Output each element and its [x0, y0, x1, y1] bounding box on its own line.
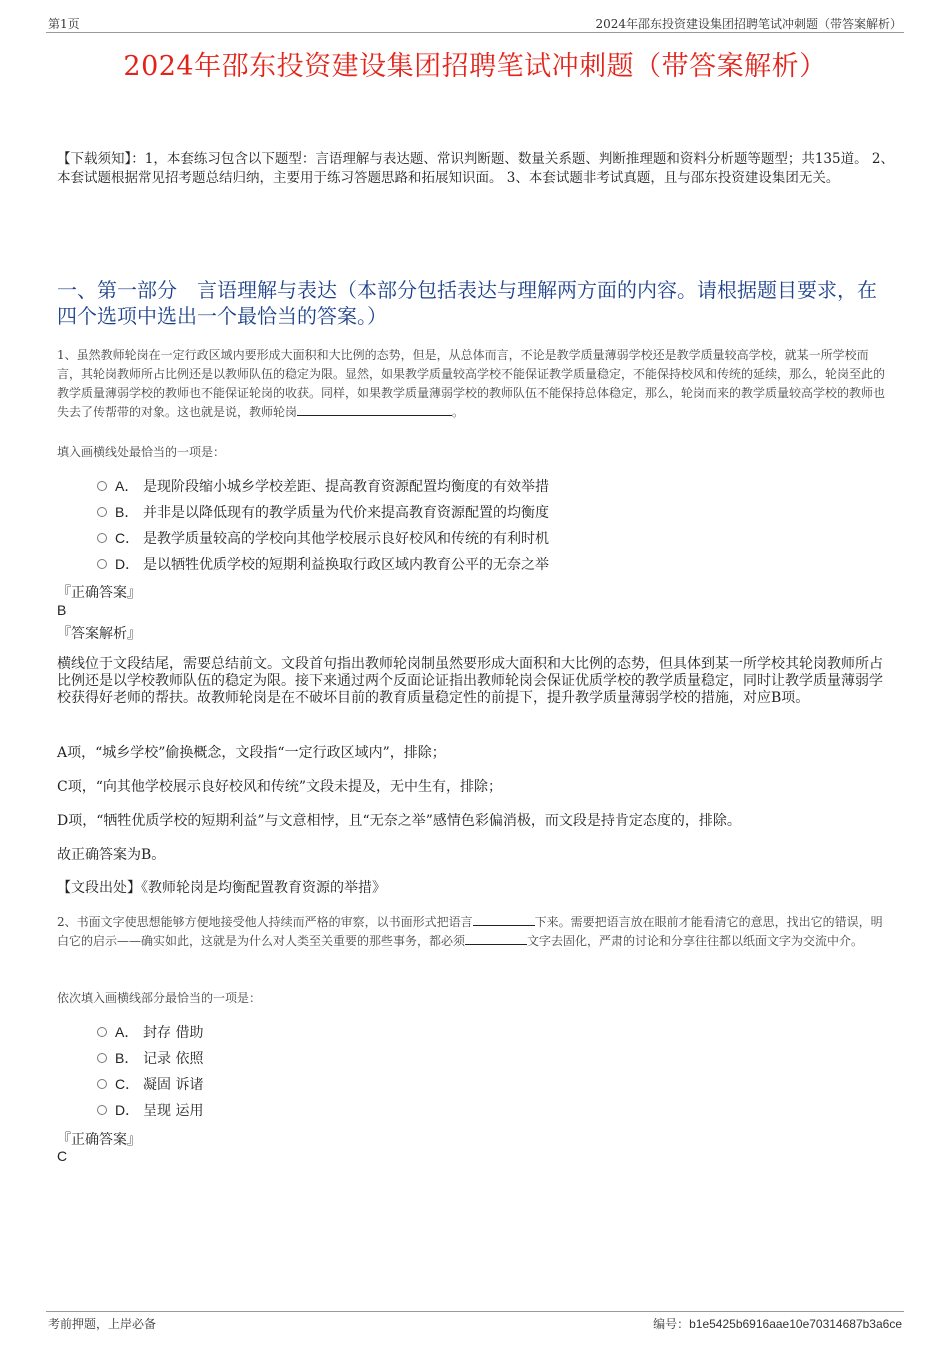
- option-key: A．: [115, 1024, 139, 1040]
- q2-option-d[interactable]: [97, 1100, 203, 1120]
- q1-option-a[interactable]: [97, 476, 549, 496]
- q1-analysis-a: A项，“城乡学校”偷换概念，文段指“一定行政区域内”，排除；: [57, 745, 446, 761]
- q2-option-b[interactable]: [97, 1048, 203, 1068]
- option-key: C．: [115, 1076, 140, 1092]
- question-1-prompt: 填入画横线处最恰当的一项是：: [57, 445, 226, 459]
- page-footer: [46, 1311, 904, 1331]
- question-2-text-c: 文字去固化，严肃的讨论和分享往往都以纸面文字为交流中介。: [527, 934, 864, 948]
- radio-icon[interactable]: [97, 533, 107, 543]
- radio-icon[interactable]: [97, 1105, 107, 1115]
- option-text: 记录 依照: [143, 1051, 204, 1067]
- option-key: D．: [115, 556, 140, 572]
- radio-icon[interactable]: [97, 559, 107, 569]
- q2-answer-label: 『正确答案』: [57, 1132, 141, 1148]
- page-title: 2024年邵东投资建设集团招聘笔试冲刺题（带答案解析）: [123, 51, 827, 82]
- q1-option-c[interactable]: [97, 528, 549, 548]
- q1-conclusion: 故正确答案为B。: [57, 847, 166, 863]
- q2-option-a[interactable]: [97, 1022, 203, 1042]
- question-1-text-end: 。: [452, 405, 465, 419]
- answer-blank: [473, 913, 535, 926]
- option-text: 呈现 运用: [143, 1103, 204, 1119]
- radio-icon[interactable]: [97, 1079, 107, 1089]
- page-header: [46, 14, 904, 33]
- footer-slogan: 考前押题，上岸必备: [48, 1317, 157, 1331]
- q2-answer: C: [57, 1148, 68, 1164]
- q1-analysis-c: C项，“向其他学校展示良好校风和传统”文段未提及，无中生有，排除；: [57, 779, 503, 795]
- q1-analysis-label: 『答案解析』: [57, 626, 141, 642]
- q1-analysis-d: D项，“牺牲优质学校的短期利益”与文意相悖，且“无奈之举”感情色彩偏消极，而文段是持肯定态度的，排除。: [57, 813, 741, 829]
- q2-option-c[interactable]: [97, 1074, 203, 1094]
- radio-icon[interactable]: [97, 1053, 107, 1063]
- answer-blank: [465, 932, 527, 945]
- option-key: C．: [115, 530, 140, 546]
- q1-answer: B: [57, 602, 67, 618]
- option-text: 封存 借助: [143, 1025, 204, 1041]
- option-text: 是现阶段缩小城乡学校差距、提高教育资源配置均衡度的有效举措: [143, 479, 549, 495]
- option-text: 是以牺牲优质学校的短期利益换取行政区域内教育公平的无奈之举: [143, 557, 549, 573]
- question-2-text-b: 下来。需要把语言放在眼前才能看清它的意思，找出它的错误，明白它的启示——确实如此，这就是为什么对人类至关重要的那些事务，都必须: [57, 915, 883, 948]
- option-text: 是教学质量较高的学校向其他学校展示良好校风和传统的有利时机: [143, 531, 549, 547]
- q1-analysis-main: 横线位于文段结尾，需要总结前文。文段首句指出教师轮岗制虽然要形成大面积和大比例的态势，但具体到某一所学校其轮岗教师所占比例还是以学校教师队伍的稳定为限。接下来通过两个反面论证指出教师轮岗会保证优质学校的教学质量稳定，同时让教学质量薄弱学校获得好老师的帮扶。故教师轮岗是在不破坏目前的教育质量稳定性的前提下，提升教学质量薄弱学校的措施，对应B项。: [57, 656, 883, 706]
- footer-code-label: 编号：: [653, 1317, 690, 1331]
- q1-answer-label: 『正确答案』: [57, 585, 141, 601]
- q1-source: 【文段出处】《教师轮岗是均衡配置教育资源的举措》: [57, 880, 386, 896]
- option-text: 凝固 诉诸: [143, 1077, 204, 1093]
- download-notice: 【下载须知】：1，本套练习包含以下题型：言语理解与表达题、常识判断题、数量关系题、判断推理题和资料分析题等题型；共135道。 2、本套试题根据常见招考题总结归纳，主要用于练习答题思路和拓展知识面。 3、本套试题非考试真题，且与邵东投资建设集团无关。: [57, 151, 894, 186]
- question-2-text-a: 2、书面文字使思想能够方便地接受他人持续而严格的审察，以书面形式把语言: [57, 915, 473, 929]
- question-1-stem: [57, 346, 892, 422]
- q1-option-d[interactable]: [97, 554, 549, 574]
- q1-option-b[interactable]: [97, 502, 549, 522]
- option-key: B．: [115, 1050, 139, 1066]
- question-2-prompt: 依次填入画横线部分最恰当的一项是：: [57, 991, 262, 1005]
- page-number: 第1页: [48, 17, 80, 31]
- question-2-stem: [57, 913, 892, 951]
- option-key: D．: [115, 1102, 140, 1118]
- section-heading: 一、第一部分 言语理解与表达（本部分包括表达与理解两方面的内容。请根据题目要求，在四个选项中选出一个最恰当的答案。）: [57, 278, 877, 328]
- answer-blank: [297, 403, 452, 416]
- option-key: B．: [115, 504, 139, 520]
- option-text: 并非是以降低现有的教学质量为代价来提高教育资源配置的均衡度: [143, 505, 549, 521]
- footer-code: [653, 1315, 902, 1332]
- option-key: A．: [115, 478, 139, 494]
- question-1-text: 1、虽然教师轮岗在一定行政区域内要形成大面积和大比例的态势，但是，从总体而言，不论是教学质量薄弱学校还是教学质量较高学校，就某一所学校而言，其轮岗教师所占比例还是以教师队伍的稳定为限。显然，如果教学质量较高学校不能保证教学质量稳定，不能保持校风和传统的延续，那么，轮岗至此的教学质量薄弱学校的教师也不能保证轮岗的收获。同样，如果教学质量薄弱学校的教师队伍不能保持总体稳定，那么，轮岗而来的教学质量较高学校的教师也失去了传帮带的对象。这也就是说，教师轮岗: [57, 348, 886, 419]
- header-doc-title: 2024年邵东投资建设集团招聘笔试冲刺题（带答案解析）: [595, 17, 902, 31]
- radio-icon[interactable]: [97, 507, 107, 517]
- radio-icon[interactable]: [97, 1027, 107, 1037]
- radio-icon[interactable]: [97, 481, 107, 491]
- footer-code-value: b1e5425b6916aae10e70314687b3a6ce: [689, 1317, 902, 1331]
